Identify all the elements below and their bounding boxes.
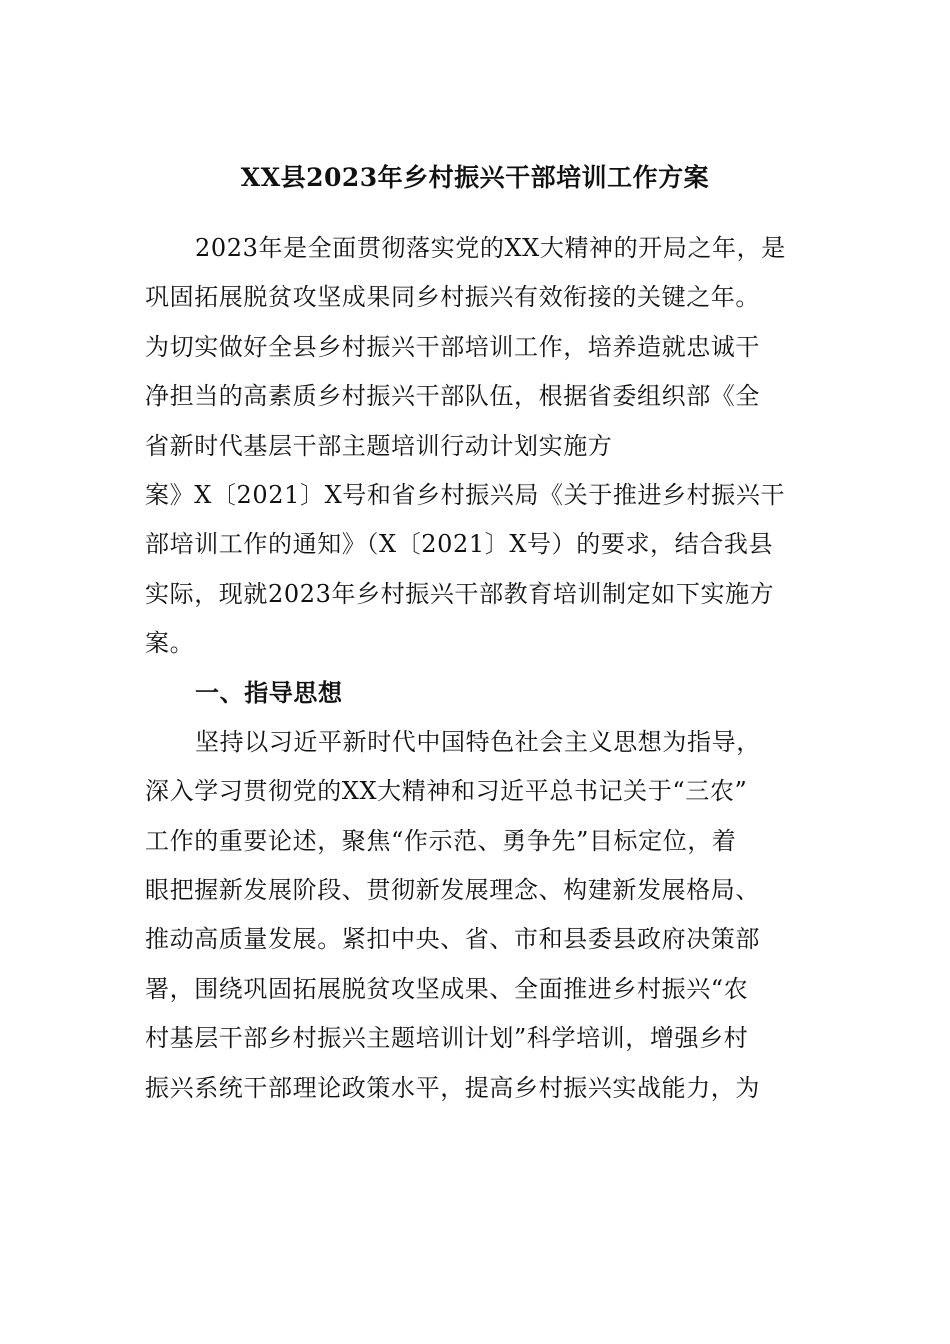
text-line: 部培训工作的通知》（X〔2021〕X号）的要求，结合我县 [145, 530, 774, 559]
text-line: 净担当的高素质乡村振兴干部队伍，根据省委组织部《全 [145, 382, 760, 411]
text-line: 深入学习贯彻党的XX大精神和习近平总书记关于“三农” [145, 777, 748, 806]
text-line: 坚持以习近平新时代中国特色社会主义思想为指导， [195, 727, 761, 756]
text-line: 省新时代基层干部主题培训行动计划实施方 [145, 431, 613, 460]
text-line: 为切实做好全县乡村振兴干部培训工作，培养造就忠诚干 [145, 332, 760, 361]
text-line: 2023年是全面贯彻落实党的XX大精神的开局之年，是 [195, 234, 786, 262]
text-line: 村基层干部乡村振兴主题培训计划”科学培训，增强乡村 [145, 1024, 749, 1053]
text-line: 眼把握新发展阶段、贯彻新发展理念、构建新发展格局、 [145, 876, 760, 905]
text-line: 实际，现就2023年乡村振兴干部教育培训制定如下实施方 [145, 579, 775, 608]
document-title: XX县2023年乡村振兴干部培训工作方案 [240, 163, 710, 192]
text-line: 振兴系统干部理论政策水平，提高乡村振兴实战能力，为 [145, 1073, 760, 1102]
text-line: 案。 [145, 629, 195, 658]
section-heading: 一、指导思想 [195, 678, 343, 707]
text-line: 巩固拓展脱贫攻坚成果同乡村振兴有效衔接的关键之年。 [145, 283, 760, 312]
text-line: 案》X〔2021〕X号和省乡村振兴局《关于推进乡村振兴干 [145, 480, 786, 509]
text-line: 署，围绕巩固拓展脱贫攻坚成果、全面推进乡村振兴“农 [145, 974, 749, 1003]
intro-paragraph [145, 224, 805, 1113]
text-line: 工作的重要论述，聚焦“作示范、勇争先”目标定位，着 [145, 826, 737, 855]
text-line: 推动高质量发展。紧扣中央、省、市和县委县政府决策部 [145, 925, 760, 954]
